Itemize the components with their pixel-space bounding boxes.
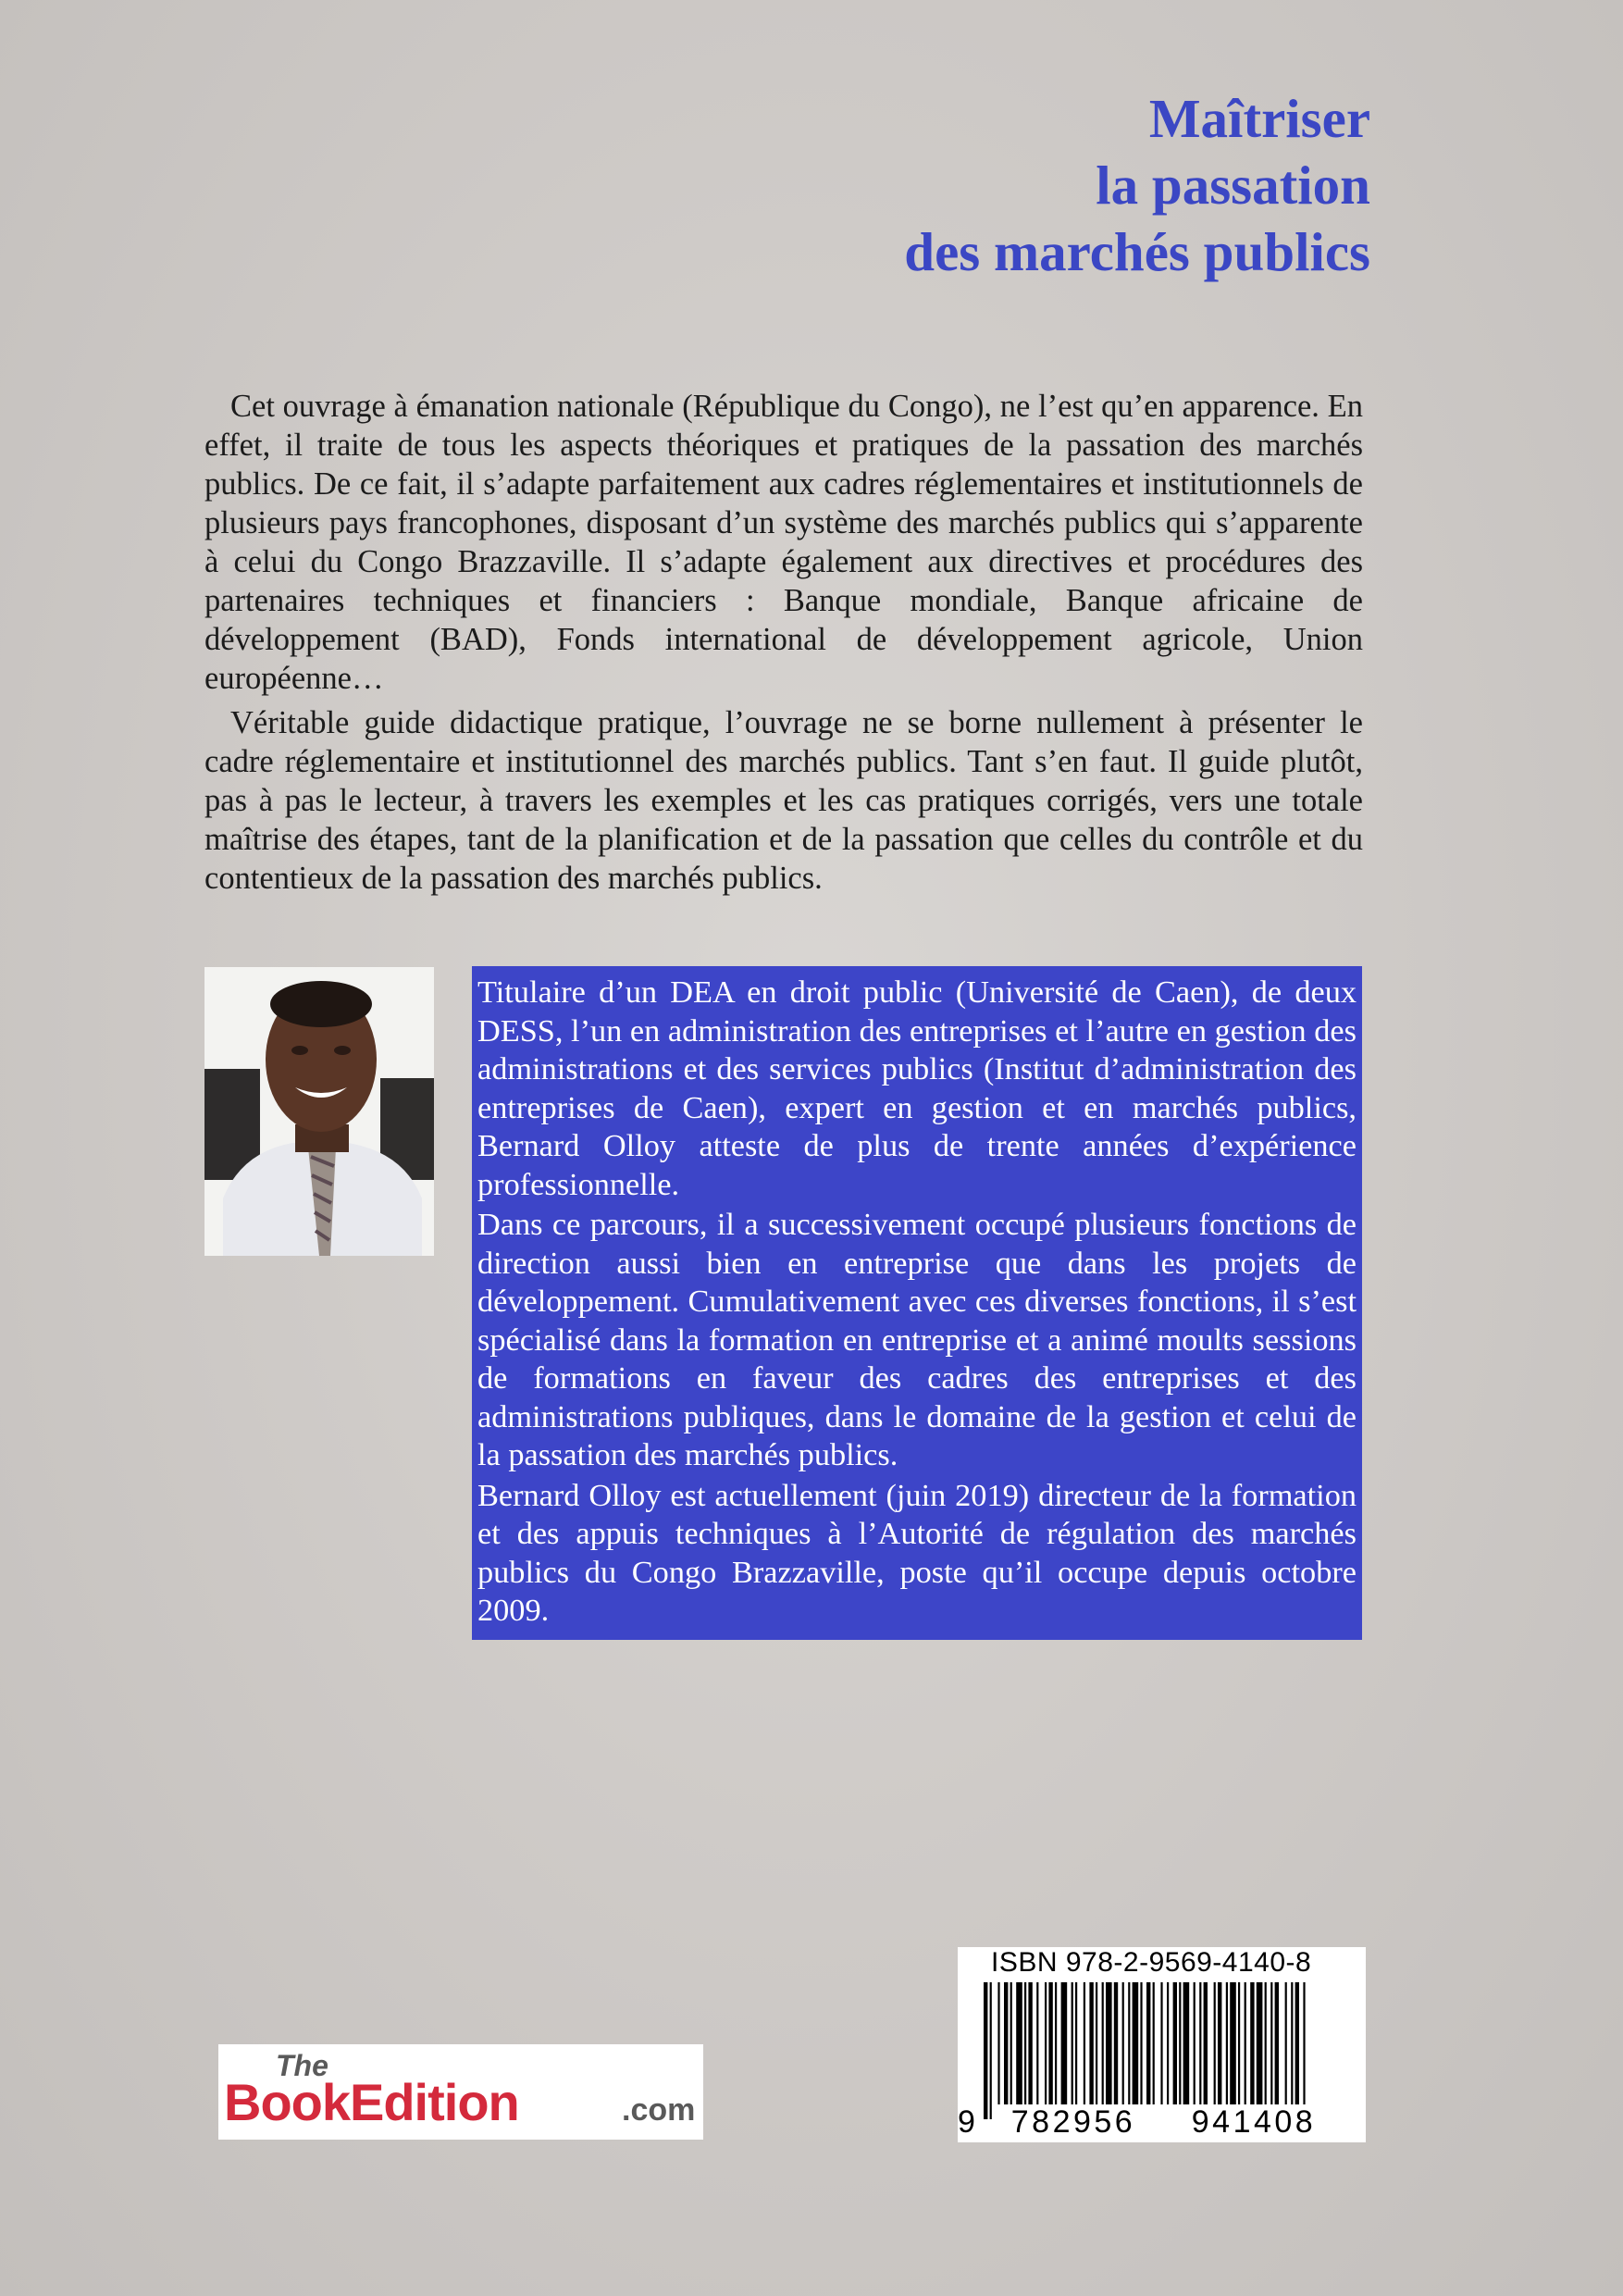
barcode-bar (1230, 1982, 1236, 2104)
logo-n: n (488, 2073, 519, 2131)
barcode-bar (1160, 1982, 1162, 2104)
barcode-bar (1028, 1982, 1032, 2104)
bio-paragraph-3: Bernard Olloy est actuellement (juin 2019) directeur de la formation et des appuis techniques à l’Autorité de régulation des marchés publics du Congo Brazzaville, poste qu’il occupe depuis octobre 2009. (477, 1477, 1357, 1628)
barcode-bar (1245, 1982, 1246, 2104)
author-portrait-image (204, 967, 434, 1256)
book-title (538, 85, 1370, 285)
author-photo (204, 967, 434, 1256)
barcode-bar (1010, 1982, 1012, 2104)
barcode-bar (1183, 1982, 1190, 2104)
barcode-bar (1004, 1982, 1008, 2104)
barcode-bar (1199, 1982, 1201, 2104)
barcode-bar (1250, 1982, 1254, 2104)
barcode-bar (1024, 1982, 1026, 2104)
barcode-bar (1295, 1982, 1299, 2104)
barcode-bar (1303, 1982, 1305, 2104)
barcode-bar (1275, 1982, 1279, 2104)
barcode-bar (990, 1982, 992, 2119)
barcode-bar (1140, 1982, 1142, 2104)
summary-paragraph-1: Cet ouvrage à émanation nationale (République du Congo), ne l’est qu’en apparence. En effet, il traite de tous les aspects théoriques et pratiques de la passation des marchés publics. De ce fait, il s’adapte parfaitement aux cadres réglementaires et institutionnels de plusieurs pays francophones, disposant d’un système des marchés publics qui s’apparente à celui du Congo Brazzaville. Il s’adapte également aux directives et procédures des partenaires techniques et financiers : Banque mondiale, Banque africaine de développement (BAD), Fonds international de développement agricole, Union européenne… (204, 389, 1363, 696)
barcode-bar (1265, 1982, 1267, 2104)
ean-group-2: 941408 (1191, 2104, 1317, 2140)
barcode-bar (1089, 1982, 1093, 2104)
barcode-bar (1218, 1982, 1221, 2104)
barcode-bar (1285, 1982, 1287, 2104)
barcode-bar (1146, 1982, 1150, 2104)
ean-group-1: 782956 (1010, 2104, 1136, 2140)
barcode-bar (1075, 1982, 1077, 2104)
barcode-bar (1096, 1982, 1097, 2104)
logo-the: The (276, 2049, 328, 2082)
barcode-bar (1173, 1982, 1177, 2104)
barcode-bar (1036, 1982, 1038, 2104)
bio-paragraph-2: Dans ce parcours, il a successivement occupé plusieurs fonctions de direction aussi bien en entreprise que dans les projets de développement. Cumulativement avec ces diverses fonctions, il s’est spécialisé dans la formation en entreprise et a animé moults sessions de formations en faveur des cadres des entreprises et des administrations publiques, dans le domaine de la gestion et celui de la passation des marchés publics. (477, 1207, 1357, 1472)
summary-paragraph-2: Véritable guide didactique pratique, l’ouvrage ne se borne nullement à présenter le cadre réglementaire et institutionnel des marchés publics. Tant s’en faut. Il guide plutôt, pas à pas le lecteur, à travers les exemples et les cas pratiques corrigés, vers une totale maîtrise des étapes, tant de la planification et de la passation que celles du contrôle et du contentieux de la passation des marchés publics. (204, 705, 1363, 896)
title-line-3: des marchés publics (904, 221, 1370, 282)
barcode-bar (1238, 1982, 1240, 2104)
author-biography (472, 966, 1362, 1640)
barcode-bar (1055, 1982, 1057, 2104)
barcode-bar (1226, 1982, 1228, 2104)
barcode-bar (1016, 1982, 1022, 2104)
logo-dotcom: .com (622, 2092, 696, 2128)
isbn-barcode (958, 1947, 1366, 2142)
barcode-bar (984, 1982, 987, 2119)
title-line-1: Maîtriser (1148, 88, 1370, 149)
book-summary (204, 387, 1363, 903)
barcode-bar (997, 1982, 999, 2104)
barcode-bar (1072, 1982, 1073, 2104)
barcode-bar (1270, 1982, 1272, 2104)
ean-digits (958, 2104, 1366, 2141)
barcode-bar (1122, 1982, 1124, 2104)
barcode-bar (1153, 1982, 1155, 2104)
barcode-bar (1048, 1982, 1052, 2104)
bio-paragraph-1: Titulaire d’un DEA en droit public (Université de Caen), de deux DESS, l’un en administration des entreprises et l’autre en gestion des administrations et des services publics (Institut d’administration des entreprises de Caen), expert en gestion et en marchés publics, Bernard Olloy atteste de plus de trente années d’expérience professionnelle. (477, 974, 1357, 1202)
svg-text:BookEdition: BookEdition (224, 2073, 519, 2131)
thebookedition-logo (218, 2044, 703, 2140)
barcode-bar (1194, 1982, 1196, 2104)
barcode-bar (1045, 1982, 1047, 2104)
logo-book: Book (224, 2073, 350, 2131)
publisher-logo (218, 2044, 703, 2140)
ean-first-digit: 9 (958, 2104, 979, 2140)
barcode-bar (1114, 1982, 1118, 2104)
barcode-bar (1084, 1982, 1085, 2104)
isbn-label: ISBN 978-2-9569-4140-8 (991, 1947, 1312, 1978)
barcode-bar (1133, 1982, 1139, 2104)
barcode-bar (1257, 1982, 1263, 2104)
barcode-bar (1214, 1982, 1216, 2104)
barcode-bar (1179, 1982, 1181, 2104)
barcode-bar (1128, 1982, 1130, 2104)
barcode-bar (1102, 1982, 1104, 2104)
title-line-2: la passation (1096, 155, 1370, 216)
barcode-bar (1204, 1982, 1208, 2104)
barcode-bar (1291, 1982, 1293, 2104)
logo-edition: Editi (350, 2073, 458, 2131)
barcode-bar (1106, 1982, 1112, 2104)
barcode-bar (1061, 1982, 1068, 2104)
barcode-bar (1167, 1982, 1169, 2104)
